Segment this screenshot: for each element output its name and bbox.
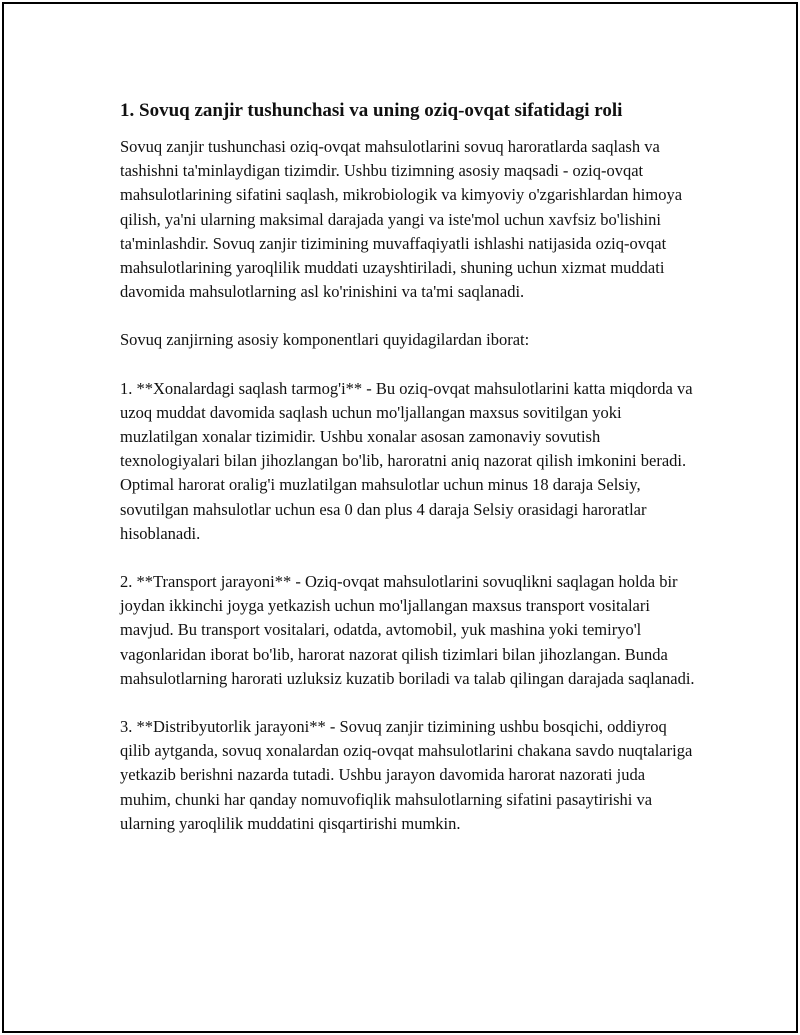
component-transport-paragraph: 2. **Transport jarayoni** - Oziq-ovqat mahsulotlarini sovuqlikni saqlagan holda bir joydan ikkinchi joyga yetkazish uchun mo'ljallangan maxsus transport vositalari mavjud. Bu transport vositalari, odatda, avtomobil, yuk mashina yoki temiryo'l vagonlaridan iborat bo'lib, harorat nazorat qilish tizimlari bilan jihozlangan. Bunda mahsulotlarning harorati uzluksiz kuzatib boriladi va talab qilingan darajada saqlanadi. [120, 572, 695, 688]
component-distribution-paragraph: 3. **Distribyutorlik jarayoni** - Sovuq zanjir tizimining ushbu bosqichi, oddiyroq qilib aytganda, sovuq xonalardan oziq-ovqat mahsulotlarini chakana savdo nuqtalariga yetkazib berishni nazarda tutadi. Ushbu jarayon davomida harorat nazorati juda muhim, chunki har qanday nomuvofiqlik mahsulotlarning sifatini pasaytirishi va ularning yaroqlilik muddatini qisqartirishi mumkin. [120, 717, 693, 833]
document-page [2, 2, 798, 1033]
intro-paragraph: Sovuq zanjir tushunchasi oziq-ovqat mahsulotlarini sovuq haroratlarda saqlash va tashishni ta'minlaydigan tizimdir. Ushbu tizimning asosiy maqsadi - oziq-ovqat mahsulotlarining sifatini saqlash, mikrobiologik va kimyoviy o'zgarishlardan himoya qilish, ya'ni ularning maksimal darajada yangi va iste'mol uchun xavfsiz bo'lishini ta'minlashdir. Sovuq zanjir tizimining muvaffaqiyatli ishlashi natijasida oziq-ovqat mahsulotlarining yaroqlilik muddati uzayshtiriladi, shuning uchun xizmat muddati davomida mahsulotlarning asl ko'rinishini va ta'mi saqlanadi. [120, 137, 683, 302]
components-intro-paragraph: Sovuq zanjirning asosiy komponentlari quyidagilardan iborat: [120, 330, 530, 350]
document-body [120, 99, 695, 860]
component-storage-paragraph: 1. **Xonalardagi saqlash tarmog'i** - Bu oziq-ovqat mahsulotlarini katta miqdorda va uzoq muddat davomida saqlash uchun mo'ljallangan maxsus sovitilgan yoki muzlatilgan xonalar tizimidir. Ushbu xonalar asosan zamonaviy sovutish texnologiyalari bilan jihozlangan bo'lib, haroratni aniq nazorat qilish imkonini beradi. Optimal harorat oralig'i muzlatilgan mahsulotlar uchun minus 18 daraja Selsiy, sovutilgan mahsulotlar uchun esa 0 dan plus 4 daraja Selsiy orasidagi haroratlar hisoblanadi. [120, 378, 693, 543]
section-heading: 1. Sovuq zanjir tushunchasi va uning oziq-ovqat sifatidagi roli [120, 100, 623, 121]
